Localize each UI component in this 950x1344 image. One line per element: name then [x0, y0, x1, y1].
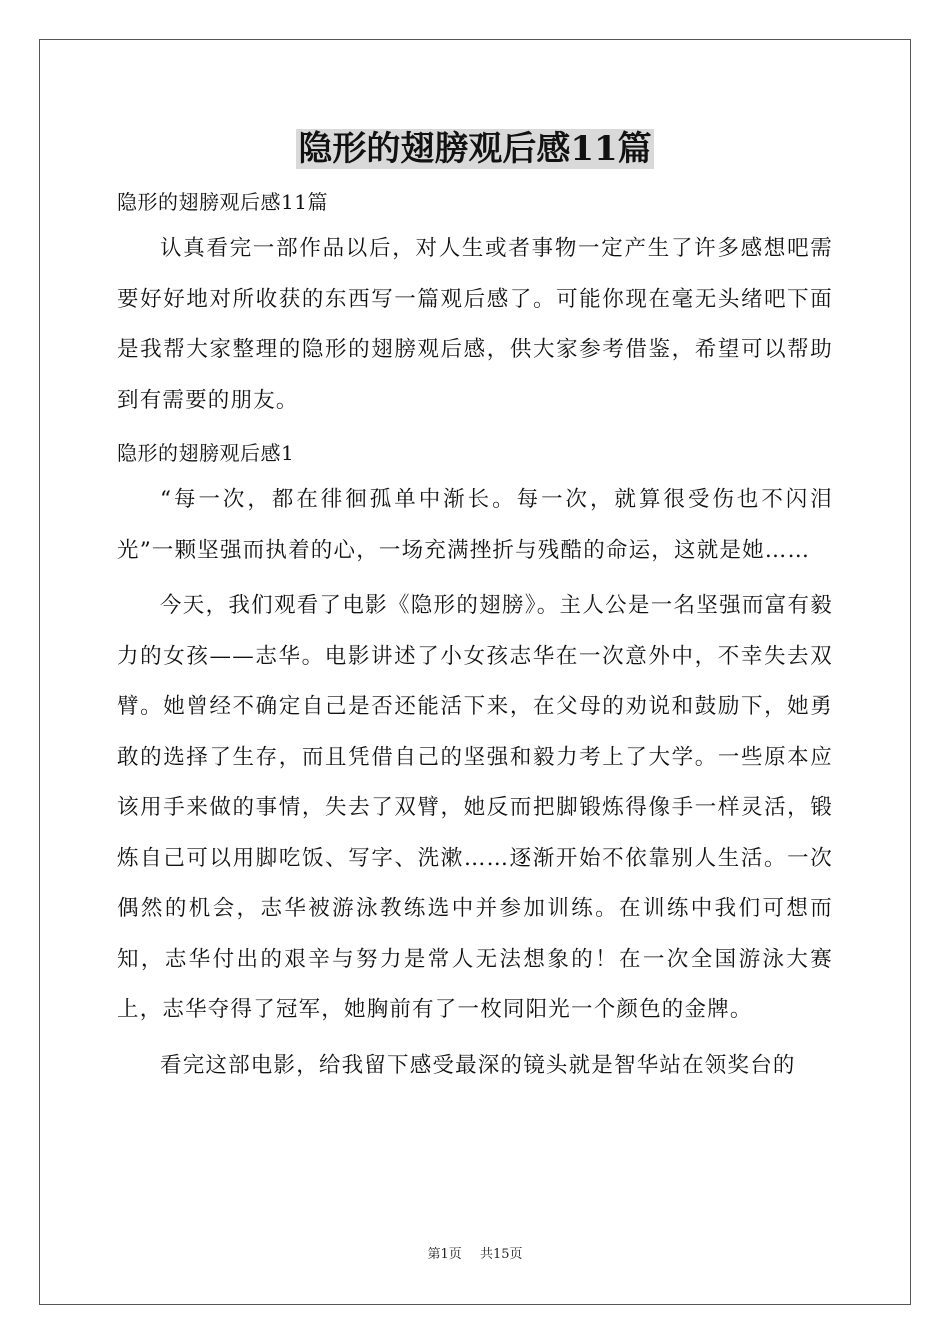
document-subtitle: 隐形的翅膀观后感11篇 [117, 190, 328, 214]
paragraph-2: 今天，我们观看了电影《隐形的翅膀》。主人公是一名坚强而富有毅力的女孩——志华。电影讲述了小女孩志华在一次意外中，不幸失去双臂。她曾经不确定自己是否还能活下来，在父母的劝说和鼓励下，她勇敢的选择了生存，而且凭借自己的坚强和毅力考上了大学。一些原本应该用手来做的事情，失去了双臂，她反而把脚锻炼得像手一样灵活，锻炼自己可以用脚吃饭、写字、洗漱……逐渐开始不依靠别人生活。一次偶然的机会，志华被游泳教练选中并参加训练。在训练中我们可想而知，志华付出的艰辛与努力是常人无法想象的！在一次全国游泳大赛上，志华夺得了冠军，她胸前有了一枚同阳光一个颜色的金牌。 [117, 593, 833, 1022]
document-body [117, 180, 833, 1096]
page-total: 共15页 [479, 1247, 523, 1262]
paragraph-3: 看完这部电影，给我留下感受最深的镜头就是智华站在领奖台的 [160, 1052, 796, 1078]
section-body [117, 475, 833, 1091]
page-footer [0, 1246, 950, 1264]
paragraph-1: “每一次，都在徘徊孤单中渐长。每一次，就算很受伤也不闪泪光”一颗坚强而执着的心，一场充满挫折与残酷的命运，这就是她…… [117, 487, 833, 563]
section-heading: 隐形的翅膀观后感1 [117, 441, 295, 465]
page-number: 第1页 [427, 1247, 462, 1262]
document-title-text: 隐形的翅膀观后感11篇 [298, 129, 652, 169]
document-title [0, 124, 950, 174]
intro-paragraph: 认真看完一部作品以后，对人生或者事物一定产生了许多感想吧需要好好地对所收获的东西写一篇观后感了。可能你现在毫无头绪吧下面是我帮大家整理的隐形的翅膀观后感，供大家参考借鉴，希望可以帮助到有需要的朋友。 [117, 236, 833, 413]
body-text [117, 224, 833, 426]
